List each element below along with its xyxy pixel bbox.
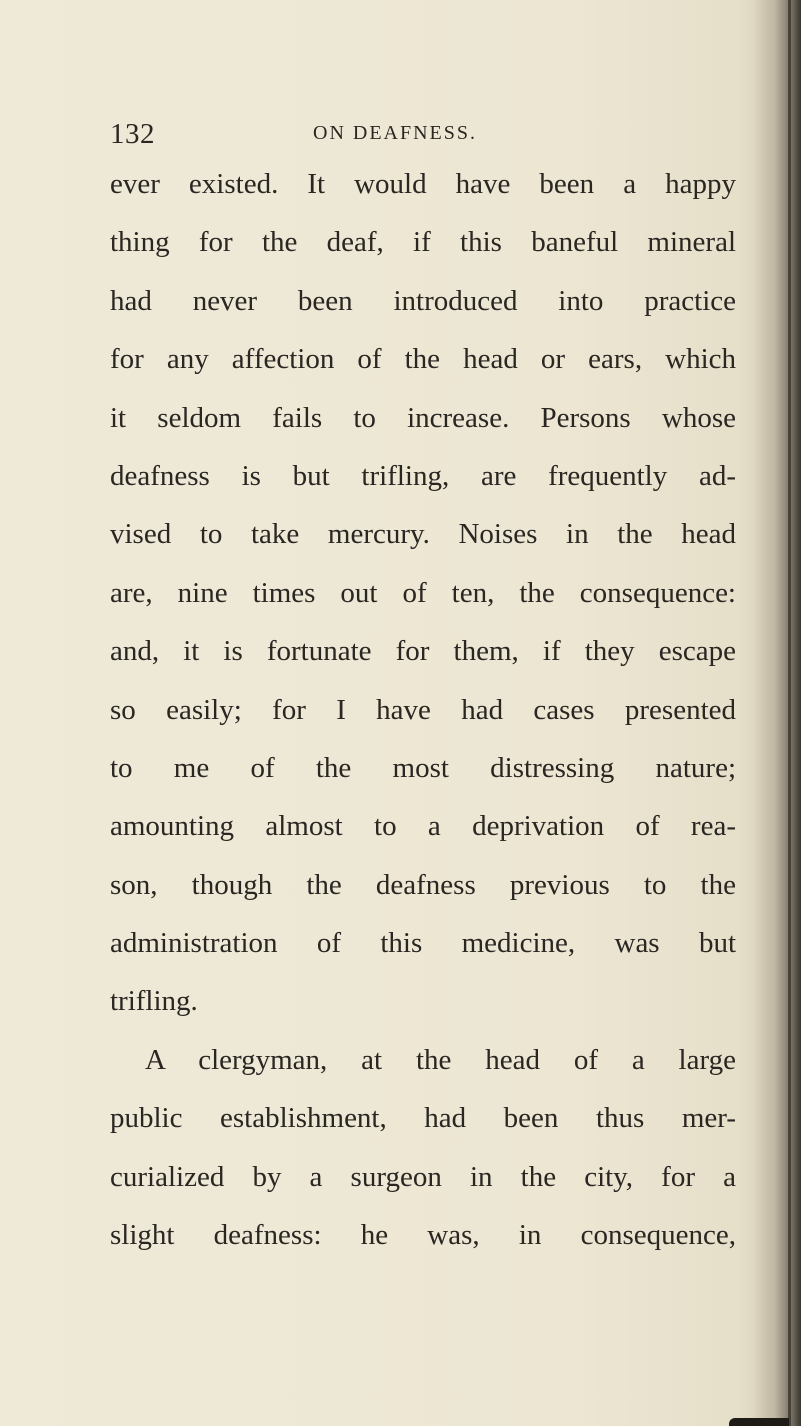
text-line: curialized by a surgeon in the city, for a bbox=[110, 1160, 736, 1193]
text-line: public establishment, had been thus mer- bbox=[110, 1102, 736, 1135]
text-line: it seldom fails to increase. Persons whose bbox=[110, 401, 736, 434]
text-line: slight deafness: he was, in consequence, bbox=[110, 1219, 736, 1252]
text-line: deafness is but trifling, are frequently ad- bbox=[110, 459, 736, 492]
text-line: trifling. bbox=[110, 985, 198, 1018]
text-line: administration of this medicine, was but bbox=[110, 927, 736, 960]
text-line: to me of the most distressing nature; bbox=[110, 751, 736, 784]
text-line: ever existed. It would have been a happy bbox=[110, 168, 736, 200]
text-line: and, it is fortunate for them, if they escape bbox=[110, 635, 736, 668]
text-line: A clergyman, at the head of a large bbox=[145, 1043, 736, 1076]
text-line: thing for the deaf, if this baneful mineral bbox=[110, 226, 736, 259]
running-head bbox=[110, 118, 730, 154]
running-title: ON DEAFNESS. bbox=[313, 122, 478, 144]
text-line: for any affection of the head or ears, which bbox=[110, 343, 736, 376]
page-binding-edge bbox=[788, 0, 791, 1426]
text-line: are, nine times out of ten, the consequence: bbox=[110, 576, 736, 609]
text-line: son, though the deafness previous to the bbox=[110, 868, 736, 901]
page-corner-mark bbox=[729, 1418, 789, 1426]
page-gutter-shadow bbox=[753, 0, 801, 1426]
text-line: vised to take mercury. Noises in the head bbox=[110, 518, 736, 551]
text-line: so easily; for I have had cases presented bbox=[110, 693, 736, 726]
body-text bbox=[110, 155, 736, 1264]
text-line: amounting almost to a deprivation of rea- bbox=[110, 810, 736, 843]
page-number: 132 bbox=[110, 118, 155, 150]
text-line: had never been introduced into practice bbox=[110, 284, 736, 317]
